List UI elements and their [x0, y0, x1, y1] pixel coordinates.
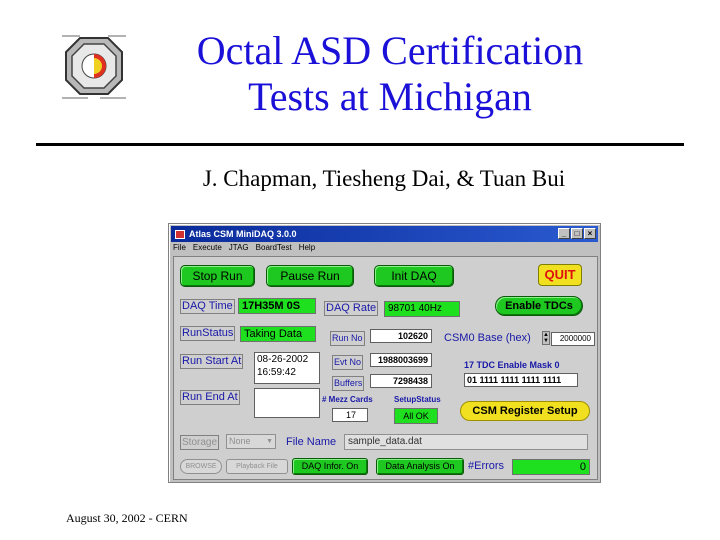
storage-label: Storage [182, 437, 218, 448]
mezz-cards-label: # Mezz Cards [322, 395, 373, 404]
mezz-cards-value: 17 [332, 408, 368, 422]
errors-label: #Errors [468, 460, 505, 472]
run-start-label: Run Start At [182, 355, 242, 367]
footer-date: August 30, 2002 - CERN [66, 511, 188, 525]
run-start-time: 16:59:42 [257, 367, 296, 378]
app-icon [175, 230, 185, 239]
data-analysis-on-button[interactable]: Data Analysis On [376, 458, 464, 475]
tdc-enable-mask-label: 17 TDC Enable Mask 0 [464, 360, 560, 370]
title-divider [36, 143, 684, 146]
atlas-detector-logo [58, 28, 130, 104]
buffers-label: Buffers [332, 376, 364, 391]
csm-register-setup-button[interactable]: CSM Register Setup [460, 401, 590, 421]
setup-status-label: SetupStatus [394, 395, 441, 404]
daq-infor-on-button[interactable]: DAQ Infor. On [292, 458, 368, 475]
buffers-value: 7298438 [370, 374, 432, 388]
menu-boardtest[interactable]: BoardTest [255, 243, 292, 252]
daq-panel [173, 256, 598, 480]
run-end-label: Run End At [182, 391, 238, 403]
tdc-enable-mask-value[interactable]: 01 1111 1111 1111 1111 [464, 373, 578, 387]
run-start-date: 08-26-2002 [257, 354, 309, 365]
daq-time-label: DAQ Time [182, 300, 233, 312]
daq-time-value: 17H35M 0S [238, 298, 316, 314]
init-daq-button[interactable]: Init DAQ [374, 265, 454, 287]
storage-value: None [229, 436, 251, 446]
run-no-label: Run No [330, 331, 365, 346]
menu-jtag[interactable]: JTAG [228, 243, 249, 252]
chevron-down-icon: ▼ [266, 438, 273, 445]
storage-select[interactable] [226, 434, 276, 449]
daq-rate-label: DAQ Rate [326, 302, 377, 314]
close-button[interactable]: × [584, 228, 596, 239]
browse-button[interactable]: BROWSE [180, 459, 222, 474]
menu-execute[interactable]: Execute [192, 243, 222, 252]
title-line-1: Octal ASD Certification [196, 28, 584, 73]
run-no-value: 102620 [370, 329, 432, 343]
minimize-button[interactable]: _ [558, 228, 570, 239]
stop-run-button[interactable]: Stop Run [180, 265, 255, 287]
file-name-label: File Name [286, 436, 337, 448]
run-status-label: RunStatus [182, 327, 234, 339]
authors: J. Chapman, Tiesheng Dai, & Tuan Bui [202, 166, 566, 191]
evt-no-value: 1988003699 [370, 353, 432, 367]
daq-rate-value: 98701 40Hz [384, 301, 460, 317]
title-line-2: Tests at Michigan [248, 74, 532, 119]
run-end-value [254, 388, 320, 418]
menu-file[interactable]: File [173, 243, 186, 252]
csm0-base-label: CSM0 Base (hex) [444, 332, 531, 344]
window-titlebar[interactable] [171, 226, 598, 242]
run-start-value [254, 352, 320, 384]
menu-help[interactable]: Help [298, 243, 316, 252]
evt-no-label: Evt No [332, 355, 363, 370]
csm0-base-stepper[interactable]: ▲ ▼ [543, 332, 549, 344]
quit-button[interactable]: QUIT [538, 264, 582, 286]
slide-title [150, 28, 630, 120]
file-name-input[interactable]: sample_data.dat [344, 434, 588, 450]
maximize-button[interactable]: □ [571, 228, 583, 239]
minidaq-window [168, 223, 601, 483]
run-status-value: Taking Data [240, 326, 316, 342]
window-title: Atlas CSM MiniDAQ 3.0.0 [189, 229, 297, 239]
csm0-base-input[interactable]: 2000000 [551, 332, 595, 346]
menu-bar [173, 243, 315, 255]
errors-value: 0 [512, 459, 590, 475]
setup-status-value: All OK [394, 408, 438, 424]
playback-file-button[interactable]: Playback File [226, 459, 288, 474]
enable-tdcs-button[interactable]: Enable TDCs [495, 296, 583, 316]
pause-run-button[interactable]: Pause Run [266, 265, 354, 287]
